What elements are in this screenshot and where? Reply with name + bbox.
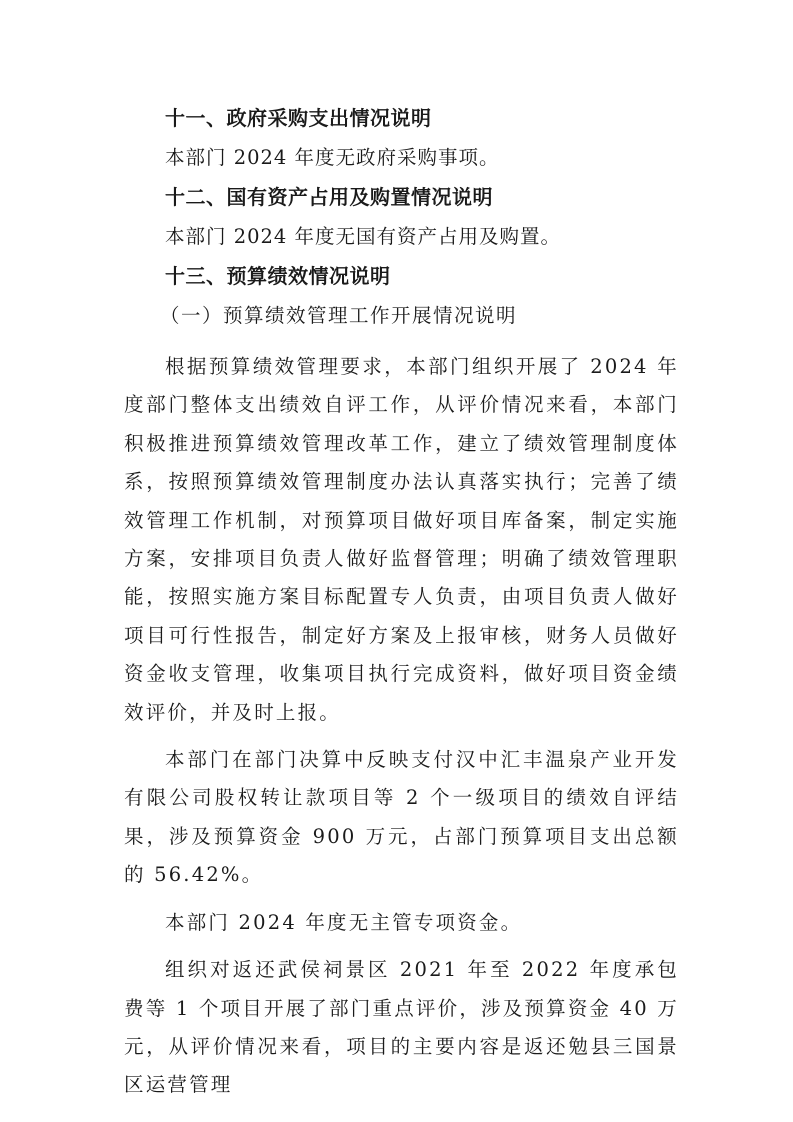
paragraph-special-funds: 本部门 2024 年度无主管专项资金。 bbox=[165, 910, 523, 934]
section-12-heading: 十二、国有资产占用及购置情况说明 bbox=[165, 185, 493, 209]
paragraph-performance-management: 根据预算绩效管理要求，本部门组织开展了 2024 年度部门整体支出绩效自评工作，从评价情况来看，本部门积极推进预算绩效管理改革工作，建立了绩效管理制度体系，按照预算绩效管理制度办法认真落实执行；完善了绩效管理工作机制，对预算项目做好项目库备案，制定实施方案，安排项目负责人做好监督管理；明确了绩效管理职能，按照实施方案目标配置专人负责，由项目负责人做好项目可行性报告，制定好方案及上报审核，财务人员做好资金收支管理，收集项目执行完成资料，做好项目资金绩效评价，并及时上报。 bbox=[124, 355, 679, 724]
section-13-subheading: （一）预算绩效管理工作开展情况说明 bbox=[160, 304, 518, 327]
paragraph-key-evaluation: 组织对返还武侯祠景区 2021 年至 2022 年度承包费等 1 个项目开展了部门重点评价，涉及预算资金 40 万元，从评价情况来看，项目的主要内容是返还勉县三国景区运营管理 bbox=[124, 958, 679, 1097]
section-11-body: 本部门 2024 年度无政府采购事项。 bbox=[165, 146, 500, 169]
section-13-heading: 十三、预算绩效情况说明 bbox=[165, 264, 391, 288]
section-12-body: 本部门 2024 年度无国有资产占用及购置。 bbox=[165, 225, 562, 248]
document-body bbox=[124, 98, 679, 1105]
section-11-heading: 十一、政府采购支出情况说明 bbox=[165, 106, 432, 130]
paragraph-self-evaluation-results: 本部门在部门决算中反映支付汉中汇丰温泉产业开发有限公司股权转让款项目等 2 个一级项目的绩效自评结果，涉及预算资金 900 万元，占部门预算项目支出总额的 56.42%。 bbox=[124, 748, 679, 887]
